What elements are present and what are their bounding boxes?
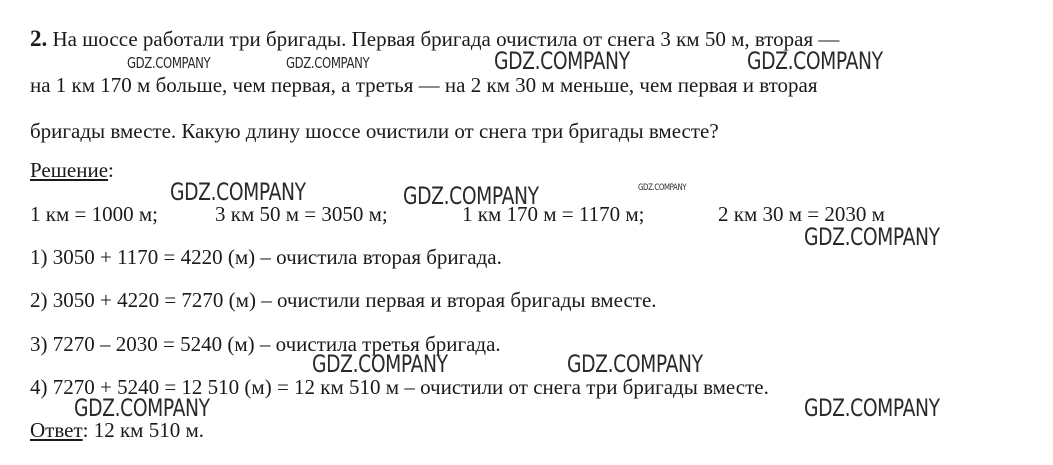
solution-colon: : <box>108 158 114 182</box>
solution-step-3: 3) 7270 – 2030 = 5240 (м) – очистила третья бригада. <box>30 332 501 356</box>
problem-line-2: на 1 км 170 м больше, чем первая, а третья — на 2 км 30 м меньше, чем первая и вторая <box>30 73 818 97</box>
watermark: GDZ.COMPANY <box>804 223 940 251</box>
watermark: GDZ.COMPANY <box>286 54 370 72</box>
watermark: GDZ.COMPANY <box>747 47 883 75</box>
problem-line-3: бригады вместе. Какую длину шоссе очистили от снега три бригады вместе? <box>30 119 719 143</box>
solution-step-1: 1) 3050 + 1170 = 4220 (м) – очистила вторая бригада. <box>30 245 502 269</box>
conversion-3: 1 км 170 м = 1170 м; <box>462 202 645 226</box>
watermark: GDZ.COMPANY <box>74 394 210 422</box>
watermark: GDZ.COMPANY <box>127 54 211 72</box>
problem-line-1 <box>30 26 839 52</box>
watermark: GDZ.COMPANY <box>804 394 940 422</box>
watermark: GDZ.COMPANY <box>312 350 448 378</box>
problem-number: 2. <box>30 26 48 51</box>
conversion-1: 1 км = 1000 м; <box>30 202 158 226</box>
watermark: GDZ.COMPANY <box>494 47 630 75</box>
solution-step-2: 2) 3050 + 4220 = 7270 (м) – очистили первая и вторая бригады вместе. <box>30 288 657 312</box>
conversion-2: 3 км 50 м = 3050 м; <box>215 202 388 226</box>
conversion-4: 2 км 30 м = 2030 м <box>718 202 885 226</box>
watermark: GDZ.COMPANY <box>567 350 703 378</box>
watermark: GDZ.COMPANY <box>638 183 687 193</box>
answer-label: Ответ <box>30 418 83 442</box>
watermark: GDZ.COMPANY <box>403 182 539 210</box>
problem-text-1: На шоссе работали три бригады. Первая бригада очистила от снега 3 км 50 м, вторая — <box>52 27 840 51</box>
watermark: GDZ.COMPANY <box>170 178 306 206</box>
solution-step-4: 4) 7270 + 5240 = 12 510 (м) = 12 км 510 м – очистили от снега три бригады вместе. <box>30 375 769 399</box>
answer-value: : 12 км 510 м. <box>82 418 205 442</box>
solution-heading <box>30 157 114 183</box>
solution-label: Решение <box>30 158 109 182</box>
